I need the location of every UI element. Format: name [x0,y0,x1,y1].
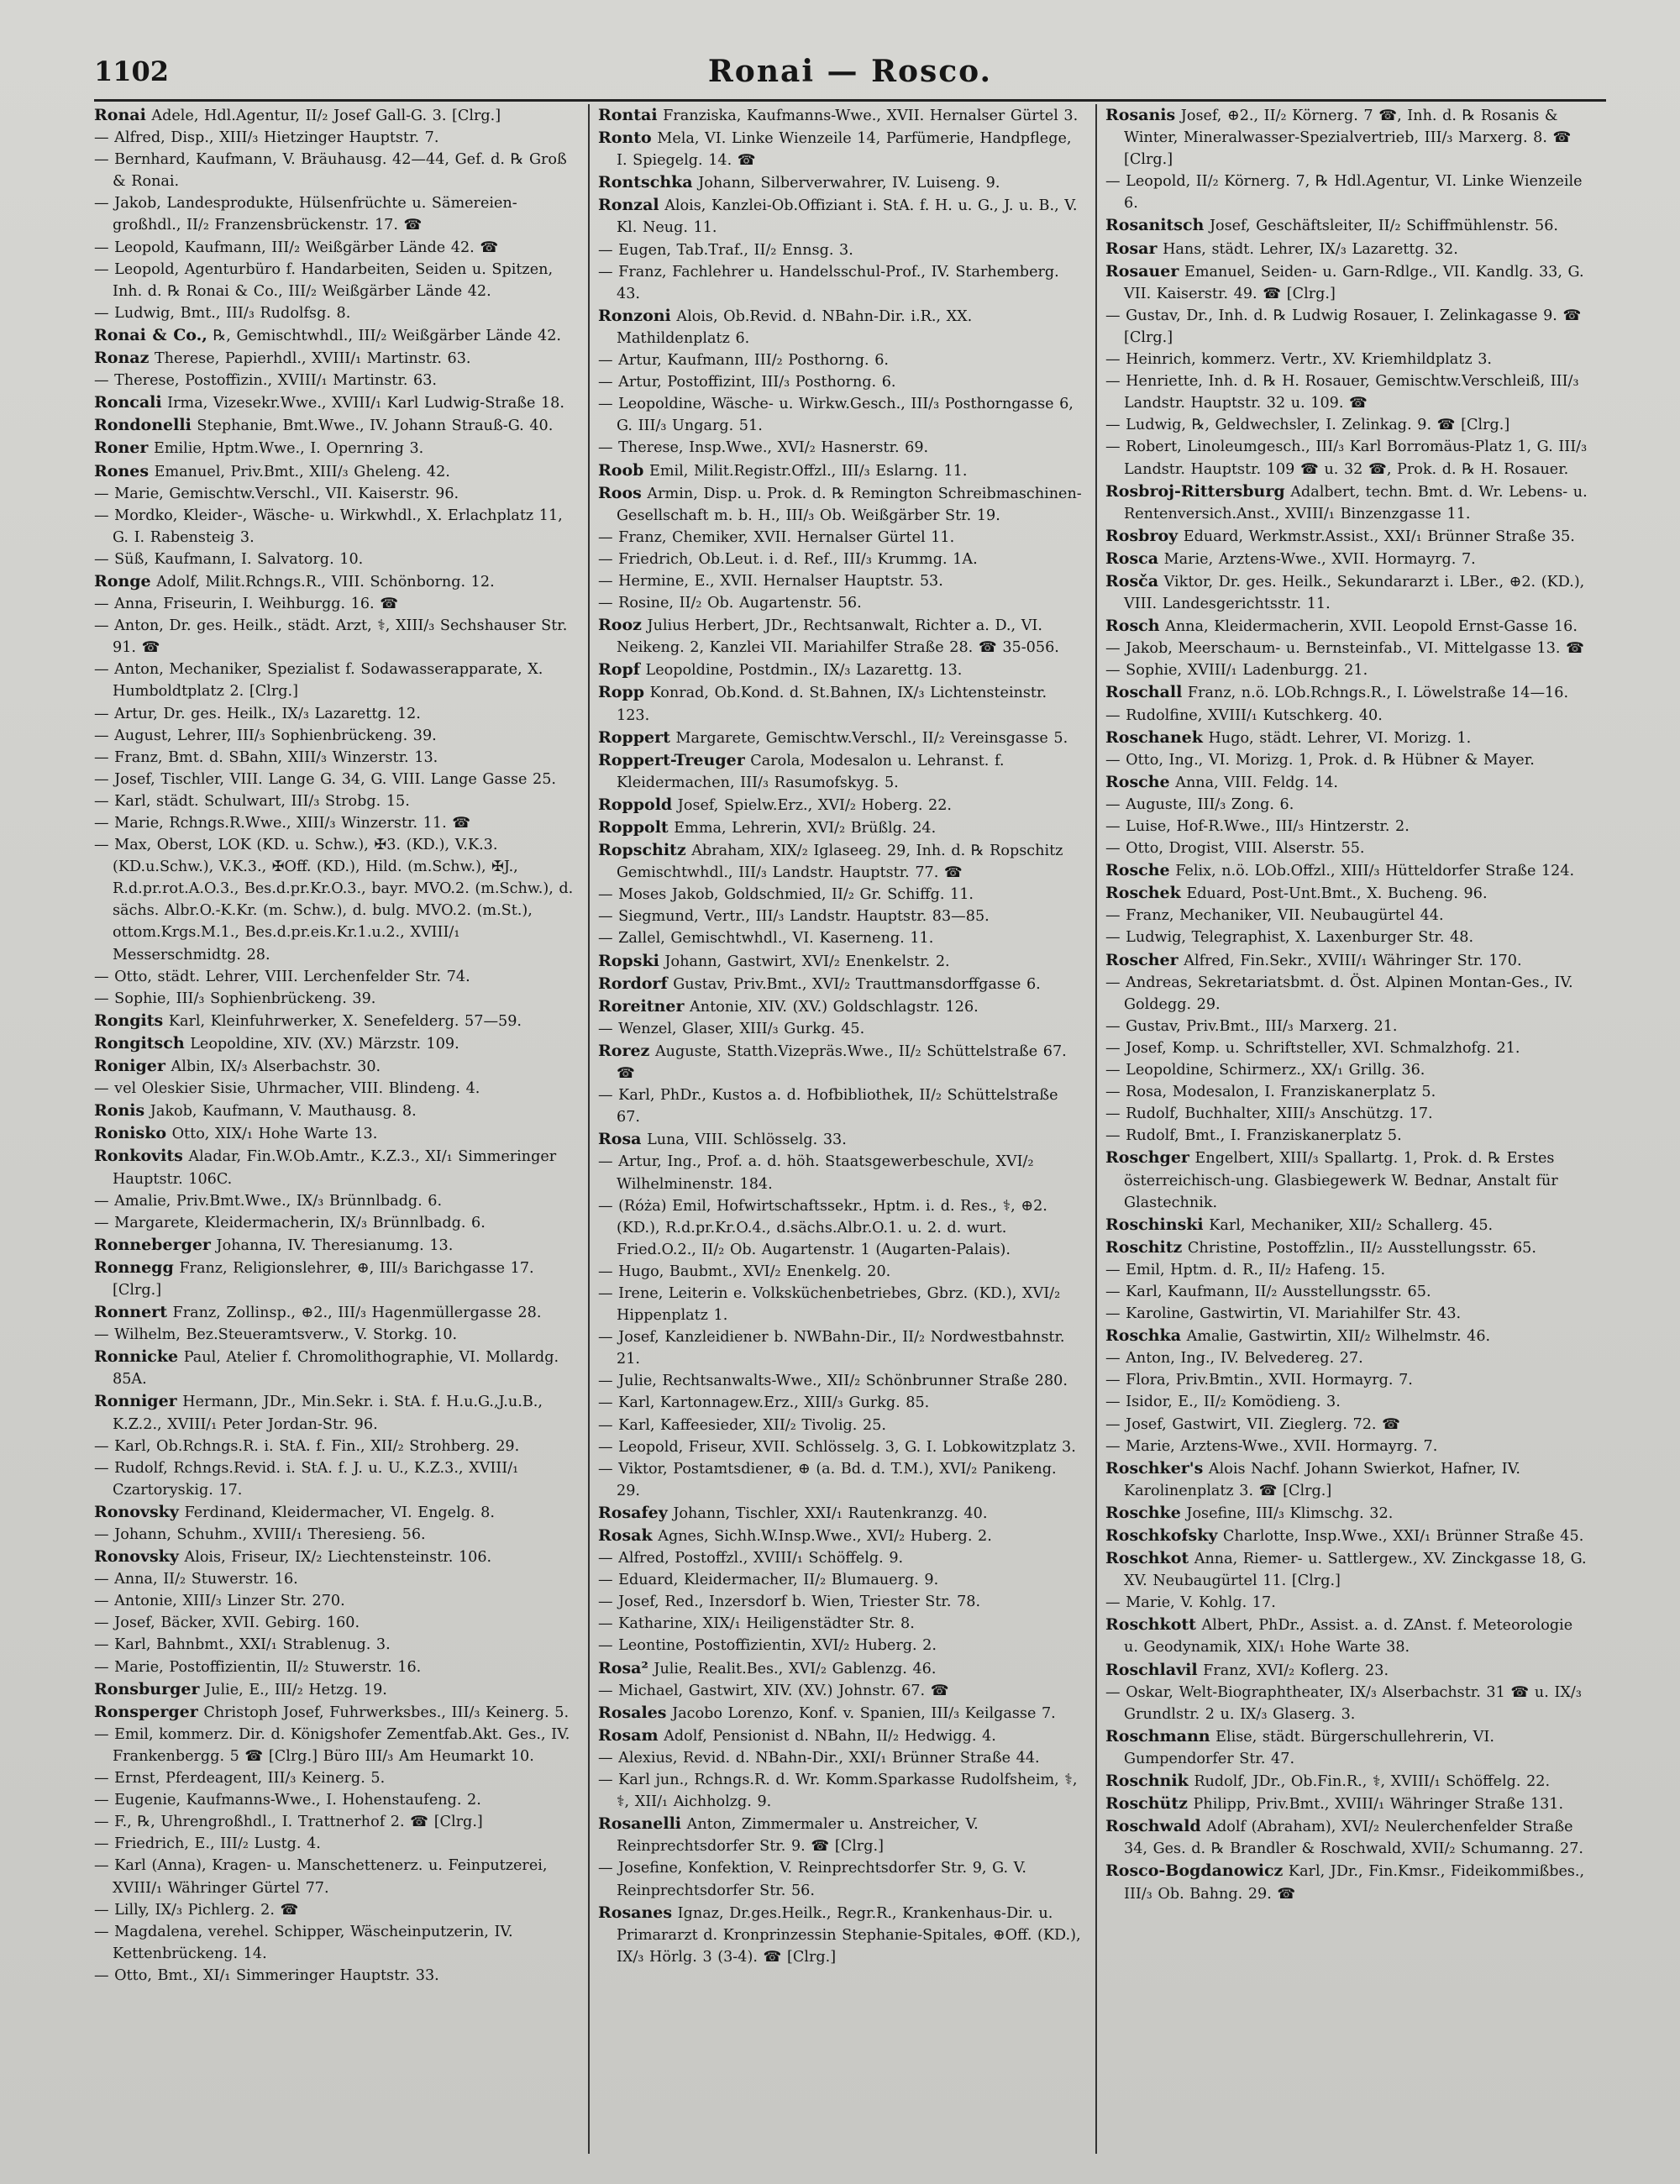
directory-entry: — Marie, Arztens-Wwe., XVII. Hormayrg. 7. [1105,1437,1438,1455]
directory-entry: Roschker's Alois Nachf. Johann Swierkot, Hafner, IV. Karolinenplatz 3. ☎ [Clrg.] [1105,1458,1520,1499]
directory-entry: — Johann, Schuhm., XVIII/₁ Theresieng. 56. [94,1526,426,1543]
directory-entry: Ropp Konrad, Ob.Kond. d. St.Bahnen, IX/₃ Lichtensteinstr. 123. [598,683,1047,724]
directory-entry: — Karl, städt. Schulwart, III/₃ Strobg. 15. [94,792,410,810]
directory-entry: Roschnik Rudolf, JDr., Ob.Fin.R., ⚕, XVIII/₁ Schöffelg. 22. [1105,1772,1551,1791]
directory-entry: — Artur, Postoffizint, III/₃ Posthorng. 6. [598,374,896,391]
directory-entry: — Irene, Leiterin e. Volksküchenbetriebes, Gbrz. (KD.), XVI/₂ Hippenplatz 1. [598,1284,1061,1325]
directory-entry: Ronto Mela, VI. Linke Wienzeile 14, Parfümerie, Handpflege, I. Spiegelg. 14. ☎ [598,129,1072,170]
directory-entry: — Andreas, Sekretariatsbmt. d. Öst. Alpinen Montan-Ges., IV. Goldegg. 29. [1105,974,1573,1013]
directory-entry: — Mordko, Kleider-, Wäsche- u. Wirkwhdl., X. Erlachplatz 11, G. I. Rabensteig 3. [94,507,563,546]
directory-entry: Roschanek Hugo, städt. Lehrer, VI. Morizg. 1. [1105,727,1472,747]
directory-entry: Rontai Franziska, Kaufmanns-Wwe., XVII. Hernalser Gürtel 3. [598,106,1079,124]
directory-entry: — Leopoldine, Wäsche- u. Wirkw.Gesch., III/₃ Posthorngasse 6, G. III/₃ Ungarg. 51. [598,396,1074,435]
directory-entry: — Wilhelm, Bez.Steueramtsverw., V. Storkg. 10. [94,1326,458,1344]
directory-entry: — Alfred, Disp., XIII/₃ Hietzinger Hauptstr. 7. [94,129,439,147]
directory-entry: — Karoline, Gastwirtin, VI. Mariahilfer Str. 43. [1105,1305,1462,1323]
directory-entry: — Hugo, Baubmt., XVI/₂ Enenkelg. 20. [598,1263,891,1280]
directory-entry: Roppold Josef, Spielw.Erz., XVI/₂ Hoberg. 22. [598,795,953,814]
directory-entry: Ronai Adele, Hdl.Agentur, II/₂ Josef Gall-G. 3. [Clrg.] [94,106,501,124]
directory-entry: Rosca Marie, Arztens-Wwe., XVII. Hormayrg. 7. [1105,549,1476,568]
directory-entry: Roschger Engelbert, XIII/₃ Spallartg. 1, Prok. d. ℞ Erstes österreichisch-ung. Glasbiegewerk W. Bednar, Anstalt für Glastechnik. [1105,1148,1558,1211]
directory-entry: Ropf Leopoldine, Postdmin., IX/₃ Lazarettg. 13. [598,660,963,680]
directory-entry: Rosco-Bogdanowicz Karl, JDr., Fin.Kmsr., Fideikommißbes., III/₃ Ob. Bahng. 29. ☎ [1105,1861,1585,1903]
directory-entry: — Flora, Priv.Bmtin., XVII. Hormayrg. 7. [1105,1372,1413,1389]
directory-entry: — Gustav, Dr., Inh. d. ℞ Ludwig Rosauer, I. Zelinkagasse 9. ☎ [Clrg.] [1105,307,1582,346]
directory-entry: — Hermine, E., XVII. Hernalser Hauptstr. 53. [598,572,943,590]
directory-entry: — Anna, II/₂ Stuwerstr. 16. [94,1571,298,1588]
directory-entry: — Moses Jakob, Goldschmied, II/₂ Gr. Schiffg. 11. [598,886,974,904]
directory-entry: — Leopold, Agenturbüro f. Handarbeiten, Seiden u. Spitzen, Inh. d. ℞ Ronai & Co., III/₂ Weißgärber Lände 42. [94,260,554,300]
directory-entry: — Julie, Rechtsanwalts-Wwe., XII/₂ Schönbrunner Straße 280. [598,1373,1068,1390]
directory-entry: — Leopoldine, Schirmerz., XX/₁ Grillg. 36. [1105,1062,1425,1079]
directory-entry: Rosales Jacobo Lorenzo, Konf. v. Spanien, III/₃ Keilgasse 7. [598,1703,1056,1722]
directory-entry: — Leopold, Friseur, XVII. Schlösselg. 3, G. I. Lobkowitzplatz 3. [598,1438,1076,1456]
directory-entry: — Josef, Red., Inzersdorf b. Wien, Triester Str. 78. [598,1593,981,1611]
directory-entry: Roncali Irma, Vizesekr.Wwe., XVIII/₁ Karl Ludwig-Straße 18. [94,393,564,412]
directory-entry: — Luise, Hof-R.Wwe., III/₃ Hintzerstr. 2. [1105,818,1410,835]
directory-entry: Ronnicke Paul, Atelier f. Chromolithographie, VI. Mollardg. 85A. [94,1347,559,1389]
directory-entry: — Marie, Rchngs.R.Wwe., XIII/₃ Winzerstr. 11. ☎ [94,815,471,832]
directory-entry: Roschke Josefine, III/₃ Klimschg. 32. [1105,1503,1394,1522]
directory-entry: — Viktor, Postamtsdiener, ⊕ (a. Bd. d. T.M.), XVI/₂ Panikeng. 29. [598,1460,1057,1499]
directory-entry: — Auguste, III/₃ Zong. 6. [1105,795,1294,813]
directory-entry: — Eduard, Kleidermacher, II/₂ Blumauerg. 9. [598,1572,939,1589]
directory-entry: — Josef, Bäcker, XVII. Gebirg. 160. [94,1614,360,1632]
directory-entry: — Leopold, II/₂ Körnerg. 7, ℞ Hdl.Agentur, VI. Linke Wienzeile 6. [1105,173,1583,213]
directory-entry: Rosak Agnes, Sichh.W.Insp.Wwe., XVI/₂ Huberg. 2. [598,1526,992,1545]
directory-entry: — Josefine, Konfektion, V. Reinprechtsdorfer Str. 9, G. V. Reinprechtsdorfer Str. 56. [598,1860,1026,1899]
directory-entry: Roschkott Albert, PhDr., Assist. a. d. ZAnst. f. Meteorologie u. Geodynamik, XIX/₁ Hohe Warte 38. [1105,1615,1573,1656]
directory-entry: — Anton, Ing., IV. Belvedereg. 27. [1105,1350,1363,1368]
directory-entry: — Rudolfine, XVIII/₁ Kutschkerg. 40. [1105,706,1383,724]
directory-entry: Ronovsky Alois, Friseur, IX/₂ Liechtensteinstr. 106. [94,1547,492,1567]
directory-entry: Rosanes Ignaz, Dr.ges.Heilk., Regr.R., Krankenhaus-Dir. u. Primararzt d. Kronprinzessin Stephanie-Spitales, ⊕Off. (KD.), IX/₃ Hörlg. 3 (3-4). ☎ [Clrg.] [598,1903,1081,1966]
directory-entry: — Franz, Bmt. d. SBahn, XIII/₃ Winzerstr. 13. [94,748,438,766]
running-head: Ronai — Rosco. [707,54,993,89]
directory-entry: — Lilly, IX/₃ Pichlerg. 2. ☎ [94,1901,299,1919]
directory-entry: — Emil, Hptm. d. R., II/₂ Hafeng. 15. [1105,1261,1386,1278]
directory-entry: — Leopold, Kaufmann, III/₂ Weißgärber Lände 42. ☎ [94,239,499,256]
directory-entry: — Rudolf, Rchngs.Revid. i. StA. f. J. u. U., K.Z.3., XVIII/₁ Czartoryskig. 17. [94,1459,519,1499]
directory-entry: Ronsburger Julie, E., III/₂ Hetzg. 19. [94,1679,387,1698]
directory-entry: — Anton, Dr. ges. Heilk., städt. Arzt, ⚕, XIII/₃ Sechshauser Str. 91. ☎ [94,617,568,657]
directory-entry: — Amalie, Priv.Bmt.Wwe., IX/₃ Brünnlbadg. 6. [94,1192,443,1210]
directory-entry: Ronai & Co., ℞, Gemischtwhdl., III/₂ Weißgärber Lände 42. [94,325,562,344]
directory-entry: — Jakob, Meerschaum- u. Bernsteinfab., VI. Mittelgasse 13. ☎ [1105,640,1585,658]
directory-entry: — Jakob, Landesprodukte, Hülsenfrüchte u. Sämereien-großhdl., II/₂ Franzensbrückenstr. 17. ☎ [94,195,517,234]
directory-entry: Rosche Anna, VIII. Feldg. 14. [1105,772,1338,791]
directory-entry: Ronnegg Franz, Religionslehrer, ⊕, III/₃ Barichgasse 17. [Clrg.] [94,1257,534,1299]
directory-entry: Rondonelli Stephanie, Bmt.Wwe., IV. Johann Strauß-G. 40. [94,416,554,435]
header-rule [94,99,1606,102]
directory-entry: — Marie, V. Kohlg. 17. [1105,1594,1276,1612]
directory-entry: — Ludwig, ℞, Geldwechsler, I. Zelinkag. 9. ☎ [Clrg.] [1105,417,1510,434]
directory-entry: Roschmann Elise, städt. Bürgerschullehrerin, VI. Gumpendorfer Str. 47. [1105,1726,1494,1767]
directory-entry: — Zallel, Gemischtwhdl., VI. Kaserneng. 11. [598,930,934,948]
directory-entry: — (Róża) Emil, Hofwirtschaftssekr., Hptm. i. d. Res., ⚕, ⊕2. (KD.), R.d.pr.Kr.O.4., d.sächs.Albr.O.1. u. 2. d. wurt. Fried.O.2., II/₂ Ob. Augartenstr. 1 (Augarten-Palais). [598,1197,1047,1258]
column-1 [94,104,580,2154]
directory-entry: — Friedrich, Ob.Leut. i. d. Ref., III/₃ Krummg. 1A. [598,550,978,568]
directory-entry: Rongitsch Leopoldine, XIV. (XV.) Märzstr. 109. [94,1033,459,1053]
directory-entry: Roob Emil, Milit.Registr.Offzl., III/₃ Eslarng. 11. [598,460,968,480]
directory-entry: — Heinrich, kommerz. Vertr., XV. Kriemhildplatz 3. [1105,351,1492,369]
directory-entry: Roscher Alfred, Fin.Sekr., XVIII/₁ Währinger Str. 170. [1105,950,1522,969]
directory-entry: Rooz Julius Herbert, JDr., Rechtsanwalt, Richter a. D., VI. Neikeng. 2, Kanzlei VII. Mariahilfer Straße 28. ☎ 35-056. [598,616,1059,657]
directory-entry: Roschkofsky Charlotte, Insp.Wwe., XXI/₁ Brünner Straße 45. [1105,1526,1584,1545]
directory-entry: Rones Emanuel, Priv.Bmt., XIII/₃ Gheleng. 42. [94,461,450,480]
directory-entry: — Anna, Friseurin, I. Weihburgg. 16. ☎ [94,596,399,613]
directory-entry: — Rosa, Modesalon, I. Franziskanerplatz 5. [1105,1084,1436,1101]
directory-entry: — Josef, Gastwirt, VII. Zieglerg. 72. ☎ [1105,1415,1401,1433]
directory-entry: Rosam Adolf, Pensionist d. NBahn, II/₂ Hedwigg. 4. [598,1725,996,1745]
directory-entry: Roppert-Treuger Carola, Modesalon u. Lehranst. f. Kleidermachen, III/₃ Rasumofskyg. 5. [598,750,1005,791]
directory-entry: Roniger Albin, IX/₃ Alserbachstr. 30. [94,1057,381,1076]
directory-entry: Roschall Franz, n.ö. LOb.Rchngs.R., I. Löwelstraße 14—16. [1105,683,1569,702]
directory-entry: — Artur, Dr. ges. Heilk., IX/₃ Lazarettg. 12. [94,705,421,722]
directory-entry: — Anton, Mechaniker, Spezialist f. Sodawasserapparate, X. Humboldtplatz 2. [Clrg.] [94,661,543,701]
directory-entry: — Ludwig, Telegraphist, X. Laxenburger Str. 48. [1105,929,1474,947]
directory-entry: Ronniger Hermann, JDr., Min.Sekr. i. StA. f. H.u.G.,J.u.B., K.Z.2., XVIII/₁ Peter Jordan-Str. 96. [94,1392,543,1433]
directory-entry: Rosanitsch Josef, Geschäftsleiter, II/₂ Schiffmühlenstr. 56. [1105,216,1558,235]
directory-entry: Ronisko Otto, XIX/₁ Hohe Warte 13. [94,1124,378,1143]
page-header [94,50,1606,97]
directory-entry: Rosche Felix, n.ö. LOb.Offzl., XIII/₃ Hütteldorfer Straße 124. [1105,861,1575,880]
directory-entry: — Marie, Gemischtw.Verschl., VII. Kaiserstr. 96. [94,485,459,502]
directory-entry: — Katharine, XIX/₁ Heiligenstädter Str. 8. [598,1615,915,1633]
directory-entry: — Rosine, II/₂ Ob. Augartenstr. 56. [598,595,862,612]
directory-entry: — Henriette, Inh. d. ℞ H. Rosauer, Gemischtw.Verschleiß, III/₃ Landstr. Hauptstr. 32 u. 109. ☎ [1105,373,1579,412]
directory-entry: Ronaz Therese, Papierhdl., XVIII/₁ Martinstr. 63. [94,349,471,368]
column-divider [1095,104,1097,2154]
directory-entry: Rosar Hans, städt. Lehrer, IX/₃ Lazarettg. 32. [1105,239,1458,258]
directory-entry: — Josef, Tischler, VIII. Lange G. 34, G. VIII. Lange Gasse 25. [94,770,557,788]
directory-entry: — Karl, Kartonnagew.Erz., XIII/₃ Gurkg. 85. [598,1394,930,1412]
directory-entry: Rosauer Emanuel, Seiden- u. Garn-Rdlge., VII. Kandlg. 33, G. VII. Kaiserstr. 49. ☎ [Clrg.] [1105,261,1584,302]
directory-entry: — Rudolf, Bmt., I. Franziskanerplatz 5. [1105,1127,1402,1145]
directory-entry: — Karl, Ob.Rchngs.R. i. StA. f. Fin., XII/₂ Strohberg. 29. [94,1437,520,1455]
directory-entry: — Otto, Drogist, VIII. Alserstr. 55. [1105,840,1365,858]
directory-entry: — Karl, PhDr., Kustos a. d. Hofbibliothek, II/₂ Schüttelstraße 67. [598,1087,1058,1126]
directory-entry: Ronnert Franz, Zollinsp., ⊕2., III/₃ Hagenmüllergasse 28. [94,1303,542,1322]
directory-entry: Rosbroj-Rittersburg Adalbert, techn. Bmt. d. Wr. Lebens- u. Rentenversich.Anst., XVIII/₁ Binzenzgasse 11. [1105,481,1588,522]
directory-entry: — Josef, Komp. u. Schriftsteller, XVI. Schmalzhofg. 21. [1105,1039,1520,1057]
directory-entry: Roppert Margarete, Gemischtw.Verschl., II/₂ Vereinsgasse 5. [598,727,1068,747]
directory-entry: Ropschitz Abraham, XIX/₂ Iglaseeg. 29, Inh. d. ℞ Ropschitz Gemischtwhdl., III/₃ Landstr. Hauptstr. 77. ☎ [598,841,1063,882]
directory-entry: — Artur, Ing., Prof. a. d. höh. Staatsgewerbeschule, XVI/₂ Wilhelminenstr. 184. [598,1153,1034,1193]
directory-entry: — Therese, Postoffizin., XVIII/₁ Martinstr. 63. [94,372,437,390]
directory-entry: Roschitz Christine, Postoffzlin., II/₂ Ausstellungsstr. 65. [1105,1237,1536,1257]
directory-entry: Rosa² Julie, Realit.Bes., XVI/₂ Gablenzg. 46. [598,1658,937,1677]
directory-entry: — Oskar, Welt-Biographtheater, IX/₃ Alserbachstr. 31 ☎ u. IX/₃ Grundlstr. 2 u. IX/₃ Glaserg. 3. [1105,1683,1582,1723]
directory-entry: Roschlavil Franz, XVI/₂ Koflerg. 23. [1105,1660,1389,1679]
directory-entry: — Rudolf, Buchhalter, XIII/₃ Anschützg. 17. [1105,1105,1433,1123]
directory-entry: — Max, Oberst, LOK (KD. u. Schw.), ✠3. (KD.), V.K.3. (KD.u.Schw.), V.K.3., ✠Off. (KD.), Hild. (m.Schw.), ✠J., R.d.pr.rot.A.O.3., Bes.d.pr.Kr.O.3., bayr. MVO.2. (m.Schw.), d. sächs. Albr.O.-K.Kr. (m. Schw.), d. bulg. MVO.2. (m.St.), ottom.Krgs.M.1., Bes.d.pr.eis.Kr.1.u.2., XVIII/₁ Messerschmidtg. 28. [94,837,574,963]
directory-entry: — Marie, Postoffizientin, II/₂ Stuwerstr. 16. [94,1658,422,1676]
directory-entry: — Karl, Bahnbmt., XXI/₁ Strablenug. 3. [94,1636,391,1654]
directory-entry: Roschka Amalie, Gastwirtin, XII/₂ Wilhelmstr. 46. [1105,1326,1491,1346]
directory-entry: Ronge Adolf, Milit.Rchngs.R., VIII. Schönborng. 12. [94,571,495,591]
directory-entry: — Josef, Kanzleidiener b. NWBahn-Dir., II/₂ Nordwestbahnstr. 21. [598,1329,1065,1368]
directory-entry: — Alfred, Postoffzl., XVIII/₁ Schöffelg. 9. [598,1550,904,1567]
directory-entry: Ropski Johann, Gastwirt, XVI/₂ Enenkelstr. 2. [598,951,950,970]
directory-entry: Ronis Jakob, Kaufmann, V. Mauthausg. 8. [94,1101,417,1121]
directory-entry: Roppolt Emma, Lehrerin, XVI/₂ Brüßlg. 24. [598,818,937,837]
column-2 [598,104,1084,2154]
directory-entry: — Karl jun., Rchngs.R. d. Wr. Komm.Sparkasse Rudolfsheim, ⚕, ⚕, XII/₁ Aichholzg. 9. [598,1772,1078,1811]
directory-entry: — Franz, Chemiker, XVII. Hernalser Gürtel 11. [598,528,955,546]
directory-entry: — Margarete, Kleidermacherin, IX/₃ Brünnlbadg. 6. [94,1214,486,1231]
directory-entry: Rosa Luna, VIII. Schlösselg. 33. [598,1130,847,1149]
directory-entry: — Emil, kommerz. Dir. d. Königshofer Zementfab.Akt. Ges., IV. Frankenbergg. 5 ☎ [Clrg.] Büro III/₃ Am Heumarkt 10. [94,1725,570,1765]
directory-entry: — August, Lehrer, III/₃ Sophienbrückeng. 39. [94,727,437,744]
directory-entry: — Sophie, XVIII/₁ Ladenburgg. 21. [1105,662,1368,680]
directory-entry: Roschwald Adolf (Abraham), XVI/₂ Neulerchenfelder Straße 34, Ges. d. ℞ Brandler & Roschwald, XVII/₂ Schumanng. 27. [1105,1817,1583,1858]
directory-entry: — Süß, Kaufmann, I. Salvatorg. 10. [94,550,364,568]
directory-entry: — Ernst, Pferdeagent, III/₃ Keinerg. 5. [94,1770,386,1788]
directory-entry: — Otto, Ing., VI. Morizg. 1, Prok. d. ℞ Hübner & Mayer. [1105,751,1535,769]
directory-entry: Roschinski Karl, Mechaniker, XII/₂ Schallerg. 45. [1105,1215,1494,1234]
directory-entry: Ronovsky Ferdinand, Kleidermacher, VI. Engelg. 8. [94,1502,495,1521]
directory-entry: — Magdalena, verehel. Schipper, Wäscheinputzerin, IV. Kettenbrückeng. 14. [94,1923,513,1962]
directory-entry: Rosch Anna, Kleidermacherin, XVII. Leopold Ernst-Gasse 16. [1105,617,1578,636]
directory-entry: Roner Emilie, Hptm.Wwe., I. Opernring 3. [94,438,424,458]
column-3 [1105,104,1591,2154]
directory-entry: — vel Oleskier Sisie, Uhrmacher, VIII. Blindeng. 4. [94,1080,480,1098]
directory-entry: — Karl, Kaffeesieder, XII/₂ Tivolig. 25. [598,1416,886,1434]
directory-entry: Ronzoni Alois, Ob.Revid. d. NBahn-Dir. i.R., XX. Mathildenplatz 6. [598,306,973,347]
directory-entry: Rosafey Johann, Tischler, XXI/₁ Rautenkranzg. 40. [598,1503,988,1522]
directory-entry: Rosanis Josef, ⊕2., II/₂ Körnerg. 7 ☎, Inh. d. ℞ Rosanis & Winter, Mineralwasser-Spezialvertrieb, III/₃ Marxerg. 8. ☎ [Clrg.] [1105,106,1572,169]
column-divider [588,104,590,2154]
directory-entry: — Karl (Anna), Kragen- u. Manschettenerz. u. Feinputzerei, XVIII/₁ Währinger Gürtel 77. [94,1857,548,1897]
directory-entry: Rordorf Gustav, Priv.Bmt., XVI/₂ Trauttmansdorffgasse 6. [598,974,1041,993]
directory-entry: Roreitner Antonie, XIV. (XV.) Goldschlagstr. 126. [598,996,979,1016]
directory-entry: — Sophie, III/₃ Sophienbrückeng. 39. [94,990,376,1007]
directory-entry: — Leontine, Postoffizientin, XVI/₂ Huberg. 2. [598,1637,937,1655]
directory-entry: — Bernhard, Kaufmann, V. Bräuhausg. 42—44, Gef. d. ℞ Groß & Ronai. [94,151,567,191]
directory-entry: Rosbroy Eduard, Werkmstr.Assist., XXI/₁ Brünner Straße 35. [1105,526,1575,545]
directory-entry: Roschkot Anna, Riemer- u. Sattlergew., XV. Zinckgasse 18, G. XV. Neubaugürtel 11. [Clrg.] [1105,1549,1587,1590]
directory-entry: Ronzal Alois, Kanzlei-Ob.Offiziant i. StA. f. H. u. G., J. u. B., V. Kl. Neug. 11. [598,196,1078,237]
directory-entry: — Karl, Kaufmann, II/₂ Ausstellungsstr. 65. [1105,1283,1431,1300]
directory-entry: Rongits Karl, Kleinfuhrwerker, X. Senefelderg. 57—59. [94,1011,522,1030]
directory-entry: Rosanelli Anton, Zimmermaler u. Anstreicher, V. Reinprechtsdorfer Str. 9. ☎ [Clrg.] [598,1814,979,1856]
directory-entry: — Friedrich, E., III/₂ Lustg. 4. [94,1835,321,1853]
directory-entry: — Ludwig, Bmt., III/₃ Rudolfsg. 8. [94,304,351,322]
directory-entry: — Wenzel, Glaser, XIII/₃ Gurkg. 45. [598,1020,865,1037]
directory-entry: Rontschka Johann, Silberverwahrer, IV. Luiseng. 9. [598,173,1000,192]
page-number: 1102 [94,55,170,87]
directory-entry: — Otto, Bmt., XI/₁ Simmeringer Hauptstr. 33. [94,1966,439,1984]
directory-entry: — Eugen, Tab.Traf., II/₂ Ennsg. 3. [598,241,853,259]
directory-entry: — Siegmund, Vertr., III/₃ Landstr. Hauptstr. 83—85. [598,908,990,926]
directory-entry: Ronkovits Aladar, Fin.W.Ob.Amtr., K.Z.3., XI/₁ Simmeringer Hauptstr. 106C. [94,1147,557,1188]
directory-entry: — Michael, Gastwirt, XIV. (XV.) Johnstr. 67. ☎ [598,1682,949,1699]
directory-entry: — Gustav, Priv.Bmt., III/₃ Marxerg. 21. [1105,1017,1398,1035]
directory-entry: Ronneberger Johanna, IV. Theresianumg. 13. [94,1235,454,1254]
directory-entry: Roschek Eduard, Post-Unt.Bmt., X. Bucheng. 96. [1105,884,1488,903]
directory-entry: — Therese, Insp.Wwe., XVI/₂ Hasnerstr. 69. [598,439,929,457]
directory-entry: — Alexius, Revid. d. NBahn-Dir., XXI/₁ Brünner Straße 44. [598,1749,1040,1767]
directory-entry: Rorez Auguste, Statth.Vizepräs.Wwe., II/₂ Schüttelstraße 67. ☎ [598,1041,1067,1083]
directory-entry: — Franz, Fachlehrer u. Handelsschul-Prof., IV. Starhemberg. 43. [598,263,1059,302]
directory-entry: — Otto, städt. Lehrer, VIII. Lerchenfelder Str. 74. [94,968,470,985]
directory-entry: Ronsperger Christoph Josef, Fuhrwerksbes., III/₃ Keinerg. 5. [94,1702,570,1721]
directory-entry: Roschütz Philipp, Priv.Bmt., XVIII/₁ Währinger Straße 131. [1105,1794,1564,1814]
directory-entry: — Eugenie, Kaufmanns-Wwe., I. Hohenstaufeng. 2. [94,1792,481,1809]
directory-entry: — Isidor, E., II/₂ Komödieng. 3. [1105,1394,1341,1411]
directory-entry: — F., ℞, Uhrengroßhdl., I. Trattnerhof 2. ☎ [Clrg.] [94,1814,483,1831]
directory-entry: Roos Armin, Disp. u. Prok. d. ℞ Remington Schreibmaschinen-Gesellschaft m. b. H., III/₃ Ob. Weißgärber Str. 19. [598,483,1082,524]
directory-entry: — Franz, Mechaniker, VII. Neubaugürtel 44. [1105,907,1444,925]
directory-entry: — Artur, Kaufmann, III/₂ Posthorng. 6. [598,352,889,370]
directory-entry: Rosča Viktor, Dr. ges. Heilk., Sekundararzt i. LBer., ⊕2. (KD.), VIII. Landesgerichtsstr. 11. [1105,571,1585,613]
directory-entry: — Robert, Linoleumgesch., III/₃ Karl Borromäus-Platz 1, G. III/₃ Landstr. Hauptstr. 109 ☎ u. 32 ☎, Prok. d. ℞ H. Rosauer. [1105,438,1588,478]
directory-entry: — Antonie, XIII/₃ Linzer Str. 270. [94,1593,345,1610]
